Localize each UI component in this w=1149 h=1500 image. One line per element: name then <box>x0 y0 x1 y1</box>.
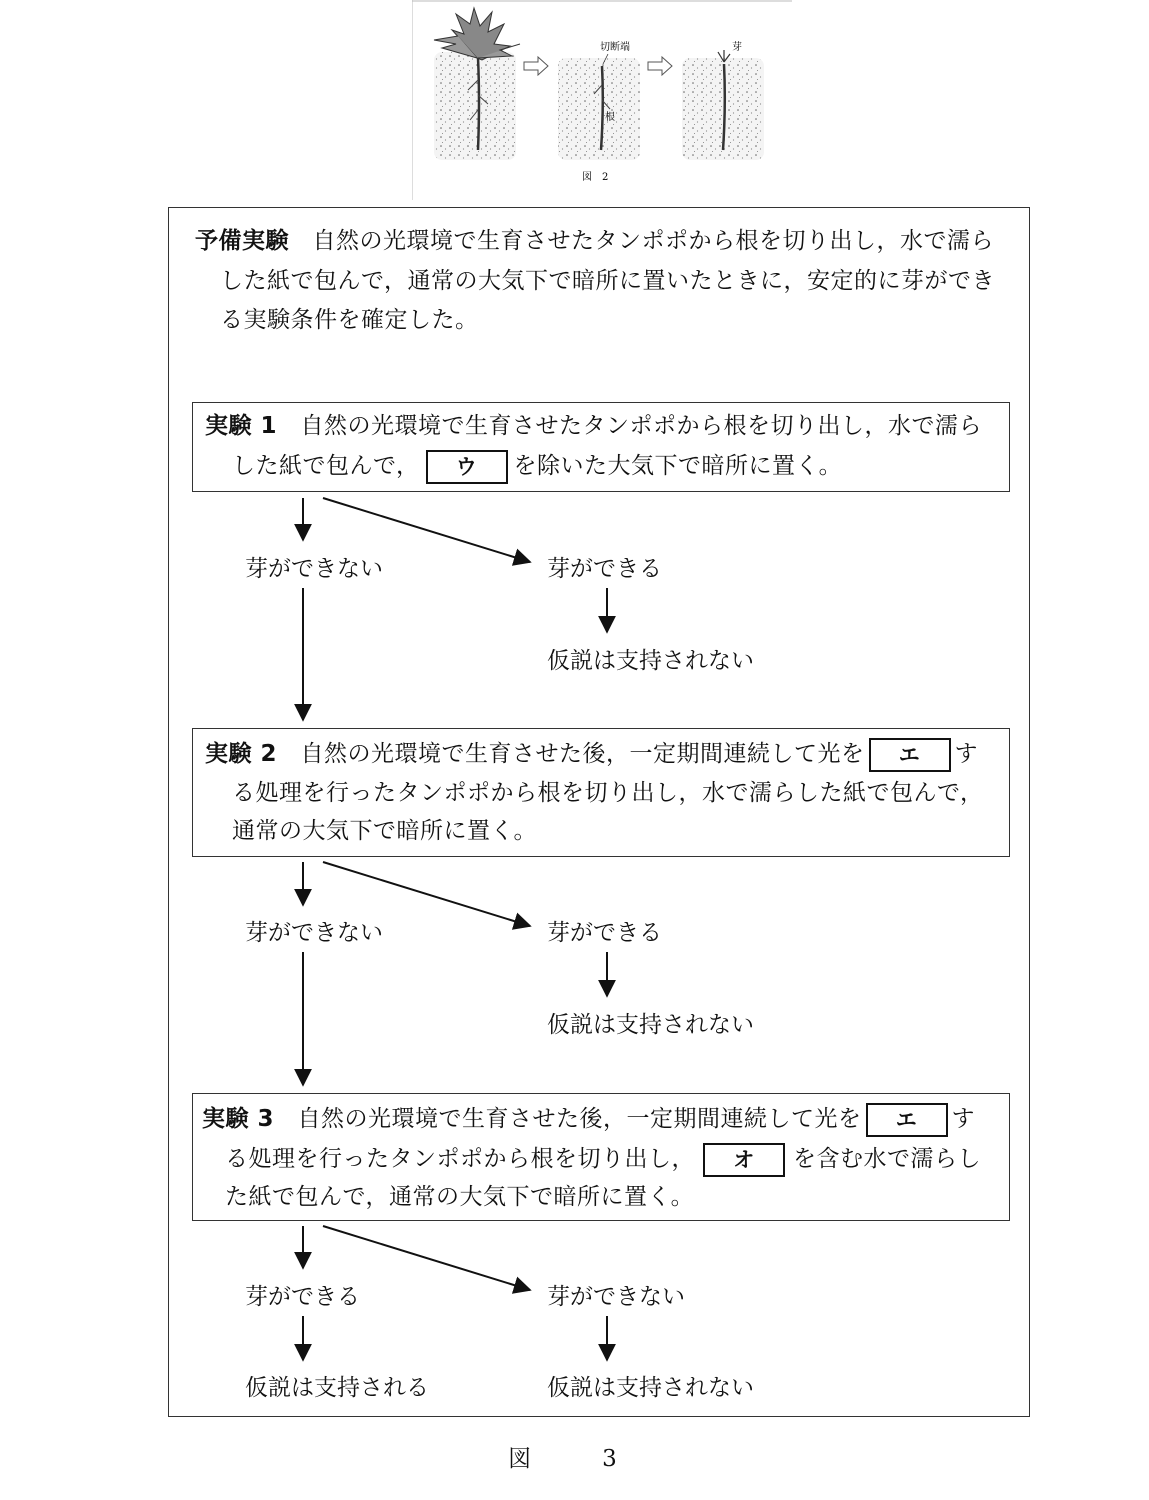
exp2-line-1 <box>205 735 978 774</box>
exp2-right-result: 芽ができる <box>547 920 662 946</box>
exp3-line-2 <box>225 1140 981 1179</box>
blank-u: ウ <box>426 450 508 484</box>
exp1-line-1 <box>205 407 982 446</box>
label-bud: 芽 <box>732 42 742 53</box>
exp3-line-1 <box>202 1100 975 1139</box>
exp1-right-conclusion: 仮説は支持されない <box>547 648 754 674</box>
exp3-line-3: た紙で包んで，通常の大気下で暗所に置く。 <box>225 1184 695 1210</box>
exp2-text-1b: す <box>954 741 979 767</box>
exp2-left-result: 芽ができない <box>245 920 383 946</box>
exp3-text-2a: る処理を行ったタンポポから根を切り出し， <box>225 1146 695 1172</box>
exp3-right-conclusion: 仮説は支持されない <box>547 1375 754 1401</box>
prelim-line-3: る実験条件を確定した。 <box>220 307 479 333</box>
exp3-text-1a: 自然の光環境で生育させた後，一定期間連続して光を <box>297 1106 862 1132</box>
exp1-text-1: 自然の光環境で生育させたタンポポから根を切り出し，水で濡ら <box>300 413 983 439</box>
blank-e: エ <box>869 738 951 772</box>
blank-e-2: エ <box>866 1103 948 1137</box>
exp3-text-1b: す <box>951 1106 976 1132</box>
exp1-left-result: 芽ができない <box>245 556 383 582</box>
exp2-line-3: 通常の大気下で暗所に置く。 <box>232 818 538 844</box>
figure-2-caption: 図 2 <box>582 172 609 183</box>
label-cut-end: 切断端 <box>600 42 630 53</box>
exp1-text-2a: した紙で包んで， <box>232 453 420 479</box>
exp2-title: 実験 2 <box>205 741 278 767</box>
prelim-title: 予備実験 <box>195 228 289 254</box>
prelim-text-1: 自然の光環境で生育させたタンポポから根を切り出し，水で濡ら <box>312 228 994 254</box>
label-root: 根 <box>605 112 615 123</box>
prelim-line-2: した紙で包んで，通常の大気下で暗所に置いたときに，安定的に芽ができ <box>220 268 996 294</box>
exp1-text-2b: を除いた大気下で暗所に置く。 <box>513 453 843 479</box>
exp2-text-1a: 自然の光環境で生育させた後，一定期間連続して光を <box>300 741 865 767</box>
exp3-left-result: 芽ができる <box>245 1284 360 1310</box>
exp1-title: 実験 1 <box>205 413 278 439</box>
exp3-text-2b: を含む水で濡らし <box>793 1146 981 1172</box>
exp2-right-conclusion: 仮説は支持されない <box>547 1012 754 1038</box>
exp1-right-result: 芽ができる <box>547 556 662 582</box>
exp3-left-conclusion: 仮説は支持される <box>245 1375 429 1401</box>
exp3-title: 実験 3 <box>202 1106 275 1132</box>
exp3-right-result: 芽ができない <box>547 1284 685 1310</box>
figure-3-caption: 図 3 <box>508 1446 641 1472</box>
exp2-line-2: る処理を行ったタンポポから根を切り出し，水で濡らした紙で包んで， <box>232 780 984 806</box>
blank-o: オ <box>703 1143 785 1177</box>
exp1-line-2 <box>232 447 842 486</box>
prelim-line-1 <box>195 222 994 261</box>
